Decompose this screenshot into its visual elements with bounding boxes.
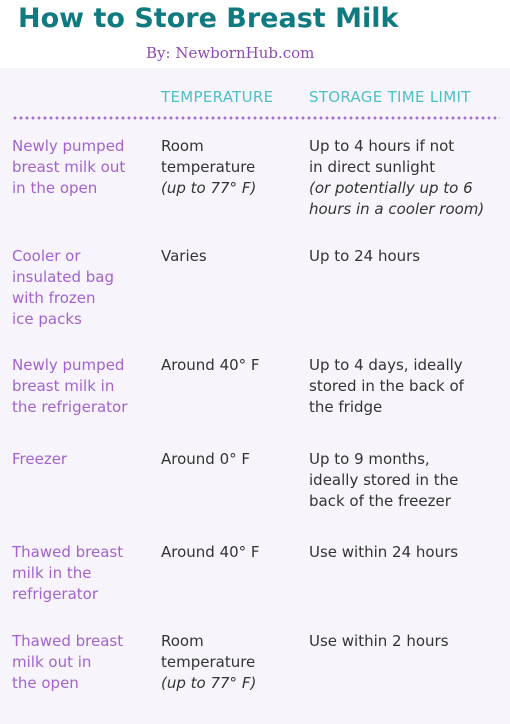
page-title: How to Store Breast Milk	[18, 3, 399, 34]
storage-cell: Use within 24 hours	[309, 543, 459, 561]
storage-note: (or potentially up to 6	[309, 179, 473, 197]
temperature-cell: Around 0° F	[161, 450, 251, 468]
location-cell: Thawed breast milk in the refrigerator	[12, 543, 124, 603]
temperature-cell: Around 40° F	[161, 356, 260, 374]
storage-cell: Up to 9 months, ideally stored in the back of the freezer	[309, 450, 459, 510]
column-header-storage-time-limit: STORAGE TIME LIMIT	[309, 88, 471, 106]
storage-cell: Use within 2 hours	[309, 632, 449, 650]
temperature-cell: Varies	[161, 247, 207, 265]
location-cell: Freezer	[12, 450, 68, 468]
location-cell: Newly pumped breast milk in the refrigerator	[12, 356, 128, 416]
storage-table	[0, 68, 510, 724]
location-cell: Cooler or insulated bag with frozen ice packs	[12, 247, 114, 328]
temperature-cell: Room temperature (up to 77° F)	[161, 136, 301, 199]
temperature-note: (up to 77° F)	[161, 179, 257, 197]
dotted-divider	[12, 116, 500, 120]
storage-note: hours in a cooler room)	[309, 200, 485, 218]
location-cell: Thawed breast milk out in the open	[12, 632, 124, 692]
column-header-temperature: TEMPERATURE	[161, 88, 274, 106]
byline: By: NewbornHub.com	[146, 44, 315, 62]
storage-cell: Up to 4 days, ideally stored in the back of the fridge	[309, 356, 464, 416]
storage-cell: Up to 24 hours	[309, 247, 421, 265]
temperature-cell: Around 40° F	[161, 543, 260, 561]
location-cell: Newly pumped breast milk out in the open	[12, 137, 126, 197]
temperature-cell: Room temperature (up to 77° F)	[161, 631, 301, 694]
storage-cell: Up to 4 hours if not in direct sunlight (or potentially up to 6 hours in a cooler room)	[309, 136, 505, 220]
page-header	[0, 0, 510, 68]
temperature-note: (up to 77° F)	[161, 674, 257, 692]
